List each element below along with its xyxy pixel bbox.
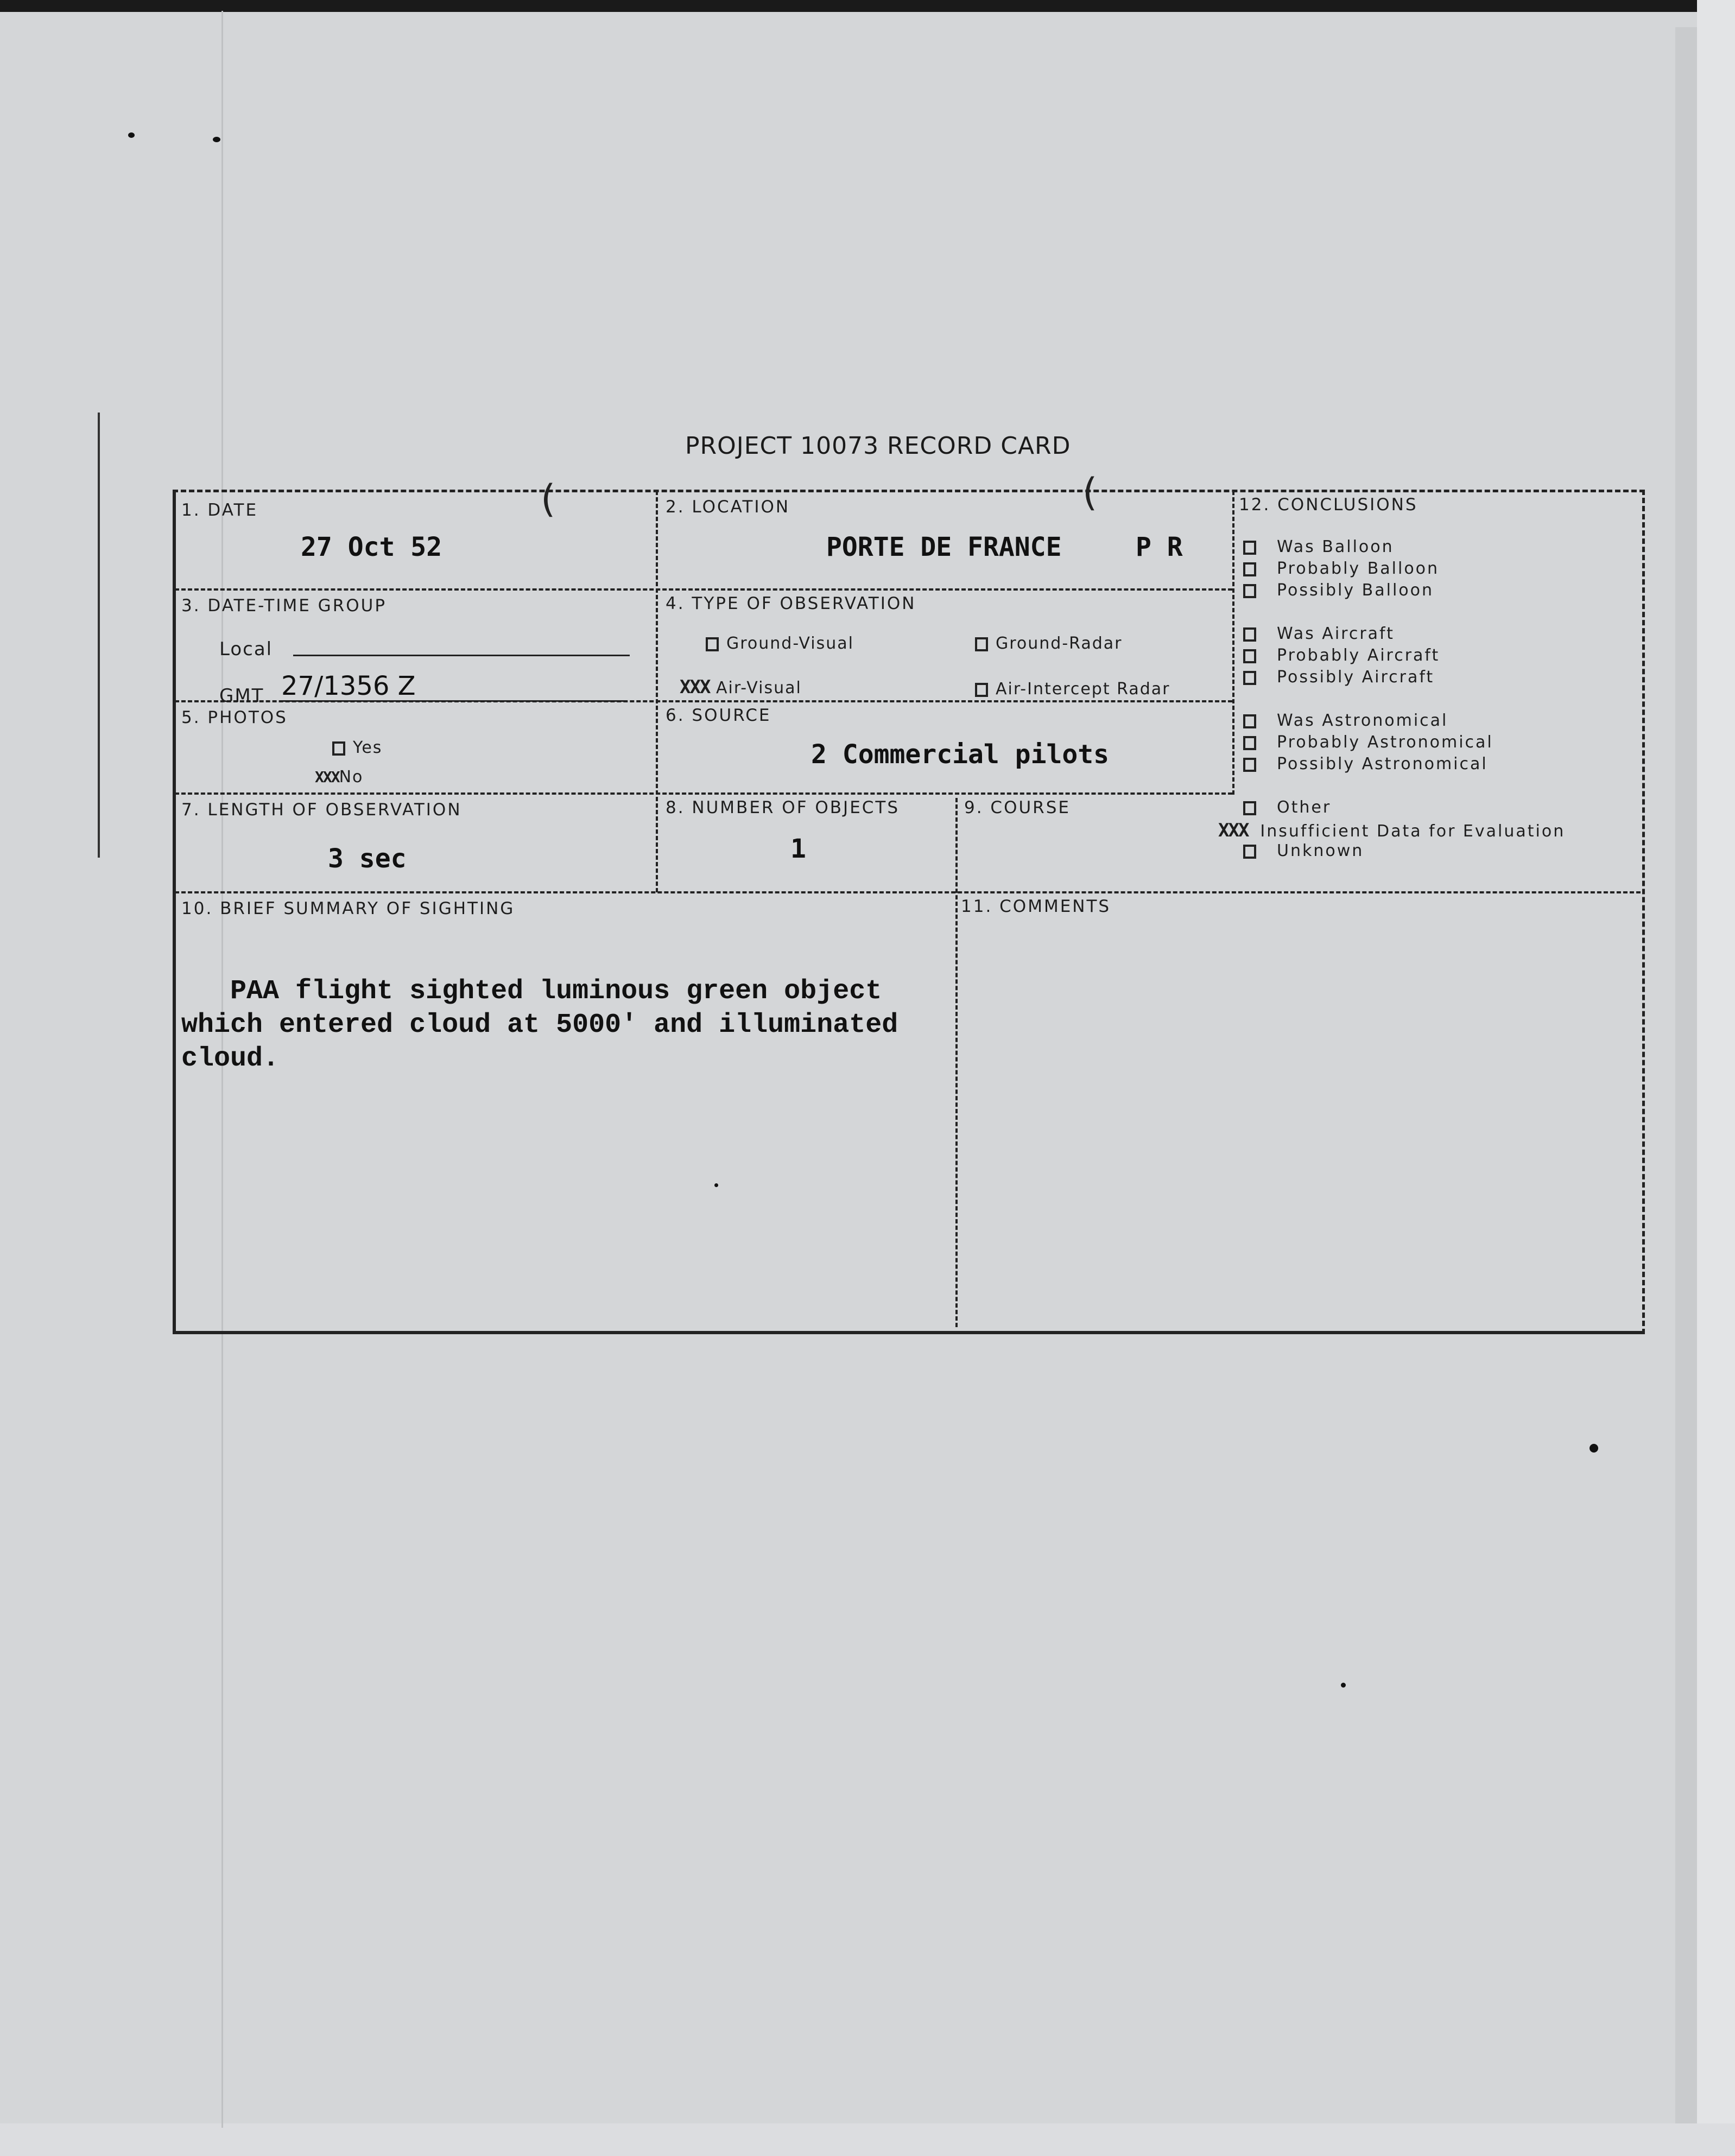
insufficient-mark: XXX — [1218, 820, 1249, 841]
ground-radar-text: Ground-Radar — [996, 634, 1123, 653]
concl-probably-balloon[interactable] — [1243, 559, 1439, 578]
air-visual-mark: XXX — [680, 676, 710, 698]
scan-speck — [1341, 1683, 1346, 1688]
gmt-value: 27/1356 Z — [281, 671, 416, 701]
ground-radar-checkbox[interactable] — [975, 637, 988, 651]
local-underline — [293, 655, 630, 656]
air-intercept-text: Air-Intercept Radar — [996, 680, 1170, 699]
was-aircraft-checkbox[interactable] — [1243, 627, 1256, 642]
photos-no-option[interactable] — [315, 768, 363, 787]
grid-divider — [656, 491, 658, 892]
photos-label: 5. PHOTOS — [181, 708, 288, 727]
source-value: 2 Commercial pilots — [811, 739, 1110, 770]
local-label: Local — [219, 638, 273, 660]
possibly-aircraft-text: Possibly Aircraft — [1277, 668, 1435, 687]
unknown-text: Unknown — [1277, 841, 1364, 860]
concl-probably-astronomical[interactable] — [1243, 733, 1493, 752]
was-balloon-checkbox[interactable] — [1243, 541, 1256, 555]
concl-insufficient-data[interactable] — [1218, 820, 1565, 841]
objects-label: 8. NUMBER OF OBJECTS — [666, 798, 900, 817]
scan-left-edge-mark — [98, 413, 100, 858]
was-astronomical-text: Was Astronomical — [1277, 711, 1448, 730]
probably-balloon-text: Probably Balloon — [1277, 559, 1440, 578]
concl-was-astronomical[interactable] — [1243, 711, 1448, 730]
air-intercept-option[interactable] — [975, 680, 1170, 699]
gmt-underline — [280, 700, 628, 702]
ground-visual-option[interactable] — [706, 634, 854, 653]
photos-no-text: No — [339, 768, 364, 787]
summary-label: 10. BRIEF SUMMARY OF SIGHTING — [181, 899, 515, 918]
concl-other[interactable] — [1243, 798, 1331, 817]
length-value: 3 sec — [328, 844, 407, 874]
dtg-label: 3. DATE-TIME GROUP — [181, 596, 387, 616]
unknown-checkbox[interactable] — [1243, 845, 1256, 859]
insufficient-text: Insufficient Data for Evaluation — [1260, 822, 1566, 841]
air-visual-option[interactable] — [680, 676, 802, 698]
ground-visual-checkbox[interactable] — [706, 637, 719, 651]
observation-label: 4. TYPE OF OBSERVATION — [666, 594, 916, 613]
probably-balloon-checkbox[interactable] — [1243, 562, 1256, 576]
scan-speck — [1590, 1444, 1598, 1453]
location-value: PORTE DE FRANCE — [826, 532, 1062, 562]
concl-was-aircraft[interactable] — [1243, 624, 1395, 643]
probably-astronomical-checkbox[interactable] — [1243, 736, 1256, 750]
possibly-aircraft-checkbox[interactable] — [1243, 671, 1256, 685]
gmt-label: GMT — [219, 685, 264, 707]
photos-no-mark: XXX — [315, 768, 339, 786]
date-value: 27 Oct 52 — [301, 532, 442, 562]
length-label: 7. LENGTH OF OBSERVATION — [181, 800, 462, 820]
source-label: 6. SOURCE — [666, 706, 771, 725]
air-intercept-checkbox[interactable] — [975, 683, 988, 697]
conclusions-label: 12. CONCLUSIONS — [1239, 495, 1418, 515]
other-text: Other — [1277, 798, 1332, 817]
scan-speck — [128, 132, 135, 138]
grid-divider — [175, 588, 1232, 591]
grid-divider — [1232, 491, 1234, 795]
hole-punch-mark: ( — [1082, 470, 1098, 515]
possibly-balloon-text: Possibly Balloon — [1277, 581, 1434, 600]
probably-astronomical-text: Probably Astronomical — [1277, 733, 1493, 752]
photos-yes-option[interactable] — [332, 738, 382, 757]
other-checkbox[interactable] — [1243, 801, 1256, 815]
photos-yes-text: Yes — [353, 738, 383, 757]
scan-bottom-border — [0, 2123, 1735, 2156]
grid-divider — [175, 792, 1232, 795]
scan-top-border — [0, 0, 1735, 12]
ground-visual-text: Ground-Visual — [726, 634, 854, 653]
concl-possibly-aircraft[interactable] — [1243, 668, 1434, 687]
air-visual-text: Air-Visual — [715, 678, 802, 697]
scan-right-shadow — [1675, 27, 1697, 2133]
possibly-balloon-checkbox[interactable] — [1243, 584, 1256, 598]
probably-aircraft-checkbox[interactable] — [1243, 649, 1256, 663]
photos-yes-checkbox[interactable] — [332, 741, 345, 756]
was-aircraft-text: Was Aircraft — [1277, 624, 1395, 643]
was-balloon-text: Was Balloon — [1277, 537, 1394, 556]
concl-probably-aircraft[interactable] — [1243, 646, 1440, 665]
date-label: 1. DATE — [181, 500, 258, 520]
course-label: 9. COURSE — [964, 798, 1071, 817]
location-suffix: P R — [1136, 532, 1183, 562]
card-title: PROJECT 10073 RECORD CARD — [685, 432, 1071, 460]
ground-radar-option[interactable] — [975, 634, 1123, 653]
location-label: 2. LOCATION — [666, 497, 790, 517]
concl-possibly-balloon[interactable] — [1243, 581, 1434, 600]
possibly-astronomical-text: Possibly Astronomical — [1277, 754, 1488, 773]
grid-divider — [175, 891, 1641, 893]
summary-text: PAA flight sighted luminous green object which entered cloud at 5000' and illuminated cloud. — [181, 976, 898, 1074]
objects-value: 1 — [790, 834, 806, 864]
concl-was-balloon[interactable] — [1243, 537, 1394, 556]
hole-punch-mark: ( — [541, 477, 556, 521]
concl-possibly-astronomical[interactable] — [1243, 754, 1488, 773]
comments-label: 11. COMMENTS — [961, 897, 1111, 916]
was-astronomical-checkbox[interactable] — [1243, 714, 1256, 728]
concl-unknown[interactable] — [1243, 841, 1364, 860]
scan-right-border — [1697, 0, 1735, 2156]
grid-divider — [955, 798, 958, 1327]
scan-speck — [213, 137, 220, 142]
possibly-astronomical-checkbox[interactable] — [1243, 758, 1256, 772]
probably-aircraft-text: Probably Aircraft — [1277, 646, 1440, 665]
